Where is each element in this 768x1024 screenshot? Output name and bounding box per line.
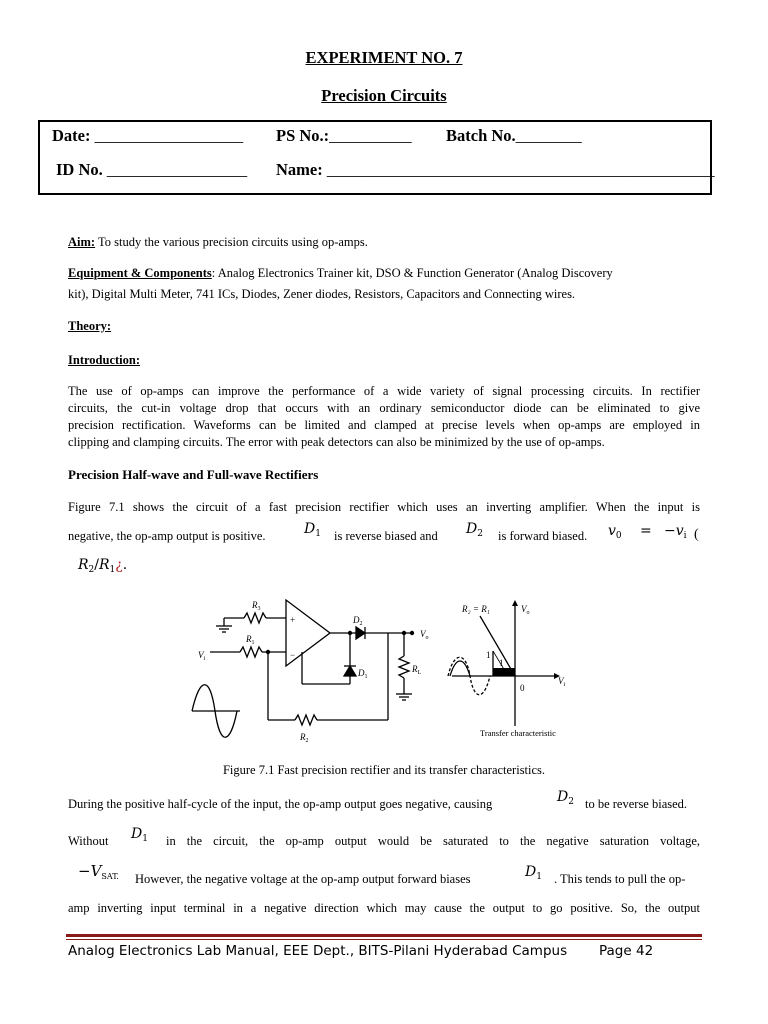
id-no-field: ID No. _________________ [56,160,248,179]
figure-paragraph-negative: negative, the op-amp output is positive. [68,529,266,543]
after-fig-line-4: amp inverting input terminal in a negative direction which may cause the output to go positive. So, the output [68,901,700,915]
resistor-r2 [295,715,317,725]
label-ratio: R₂ = R₁ [462,604,490,614]
d1-symbol-2: $D_1$ [131,826,148,844]
footer-rule-thin [66,939,702,940]
label-r3: $R_3$ [252,600,261,612]
after-fig-line-1b: to be reverse biased. [585,797,688,811]
label-vo-axis: $V_o$ [521,604,530,616]
d2-symbol-2: $D_2$ [557,789,574,807]
diode-d1 [344,666,356,676]
d2-symbol: $D_2$ [466,521,483,539]
date-field: Date: __________________ [52,126,244,145]
figure-7-1 [190,596,570,746]
footer-text: Analog Electronics Lab Manual, EEE Dept., BITS-Pilani Hyderabad Campus [68,943,568,959]
name-field: Name: _______________________________________________ [276,160,715,179]
vsat-symbol: $-V_{SAT.}$ [78,862,119,881]
batch-no-field: Batch No.________ [446,126,582,145]
resistor-r3 [244,613,266,623]
v0-symbol: $v_0$ [608,523,622,541]
diode-d2 [356,627,365,639]
equipment-line-1: Equipment & Components: Analog Electronics Trainer kit, DSO & Function Generator (Analog Discovery [68,266,613,280]
label-d2: $D_2$ [353,615,363,627]
label-one-a: 1 [486,650,491,660]
label-minus: − [290,650,296,660]
d1-symbol-3: $D_1$ [525,864,542,882]
intro-paragraph: The use of op-amps can improve the performance of a wide variety of signal processing circuits. In rectifier circuits, the cut-in voltage drop that occurs with an ordinary semiconductor diode can be eliminated to give precision rectification. Waveforms can be limited and clamped at precise levels when op-amps are employed in clipping and clamping circuits. The error with peak detectors can also be minimized by the use of op-amps. [68,384,700,449]
label-vo: $V_o$ [420,629,429,641]
ratio-expression: $R_2/R_1¿$. [78,557,128,575]
d1-symbol: $D_1$ [304,521,321,539]
figure-paragraph-forward: is forward biased. [498,529,588,543]
transfer-wave-solid [450,661,470,676]
label-r2: $R_2$ [300,732,309,744]
after-fig-line-3b: . This tends to pull the op- [554,872,686,886]
aim-line: Aim: To study the various precision circuits using op-amps. [68,235,368,249]
label-d1: $D_1$ [358,668,368,680]
open-paren: ( [694,527,699,542]
theory-heading: Theory: [68,319,112,333]
experiment-title: EXPERIMENT NO. 7 [305,48,463,67]
after-fig-line-1a: During the positive half-cycle of the input, the op-amp output goes negative, causing [68,797,493,811]
figure-paragraph-line-1: Figure 7.1 shows the circuit of a fast precision rectifier which uses an inverting amplifier. When the input is [68,500,700,514]
label-zero: 0 [520,683,525,693]
section-heading: Precision Half-wave and Full-wave Rectifiers [68,467,319,482]
label-plus: + [290,615,296,625]
label-r1: $R_1$ [246,634,255,646]
label-vi-axis: $V_i$ [558,676,566,688]
label-one-b: 1 [499,658,504,668]
equipment-line-2: kit), Digital Multi Meter, 741 ICs, Diodes, Zener diodes, Resistors, Capacitors and Connecting wires. [68,287,576,301]
footer-rule-thick [66,934,702,937]
resistor-r1 [240,647,262,657]
figure-paragraph-reverse: is reverse biased and [334,529,438,543]
resistor-rl [399,656,409,678]
figure-caption: Figure 7.1 Fast precision rectifier and its transfer characteristics. [222,763,546,777]
after-fig-line-3a: However, the negative voltage at the op-amp output forward biases [135,872,471,886]
after-fig-line-2a: Without [68,834,109,848]
after-fig-line-2b: in the circuit, the op-amp output would be saturated to the negative saturation voltage, [166,834,700,848]
vi-symbol: $-v_i$ [664,523,687,541]
label-vi: $V_i$ [198,650,206,662]
page-number: Page 42 [599,943,654,959]
page-subtitle: Precision Circuits [321,86,447,105]
label-transfer: Transfer characteristic [480,728,556,738]
label-rl: $R_L$ [412,664,422,676]
introduction-heading: Introduction: [68,353,141,367]
ps-no-field: PS No.:__________ [276,126,412,145]
equals-sign: = [640,523,652,539]
